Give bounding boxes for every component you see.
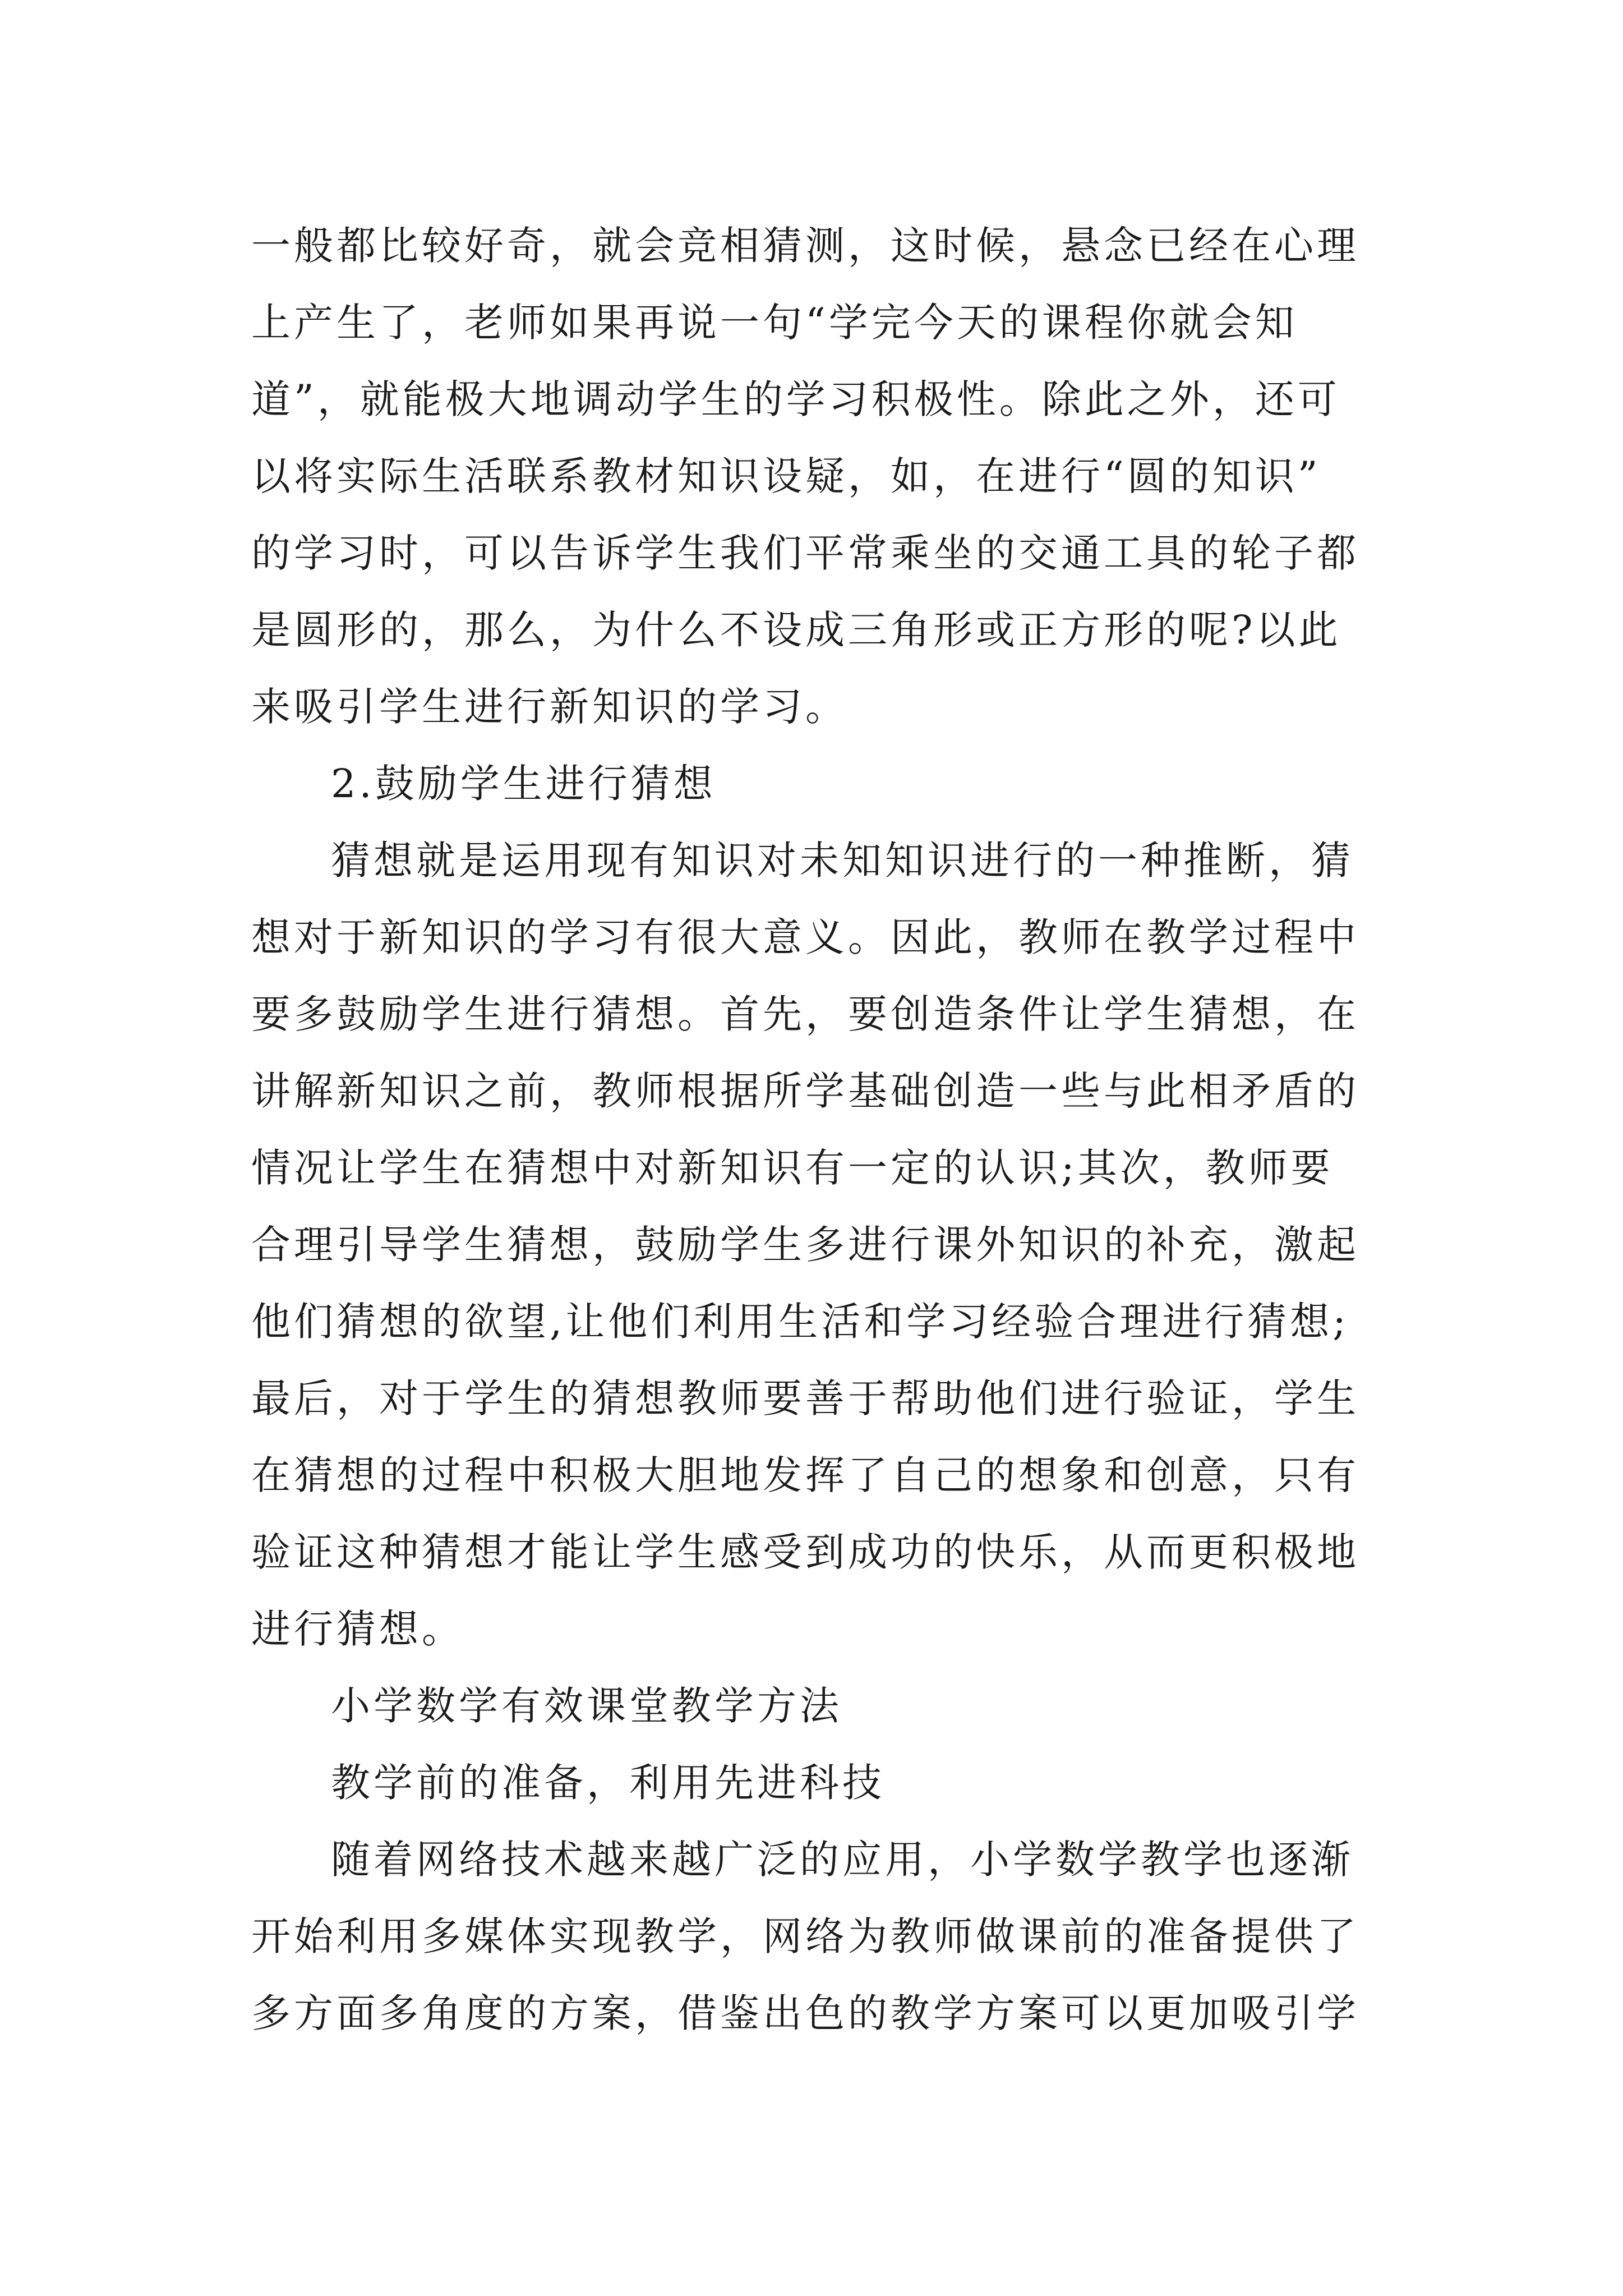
text-line: 开始利用多媒体实现教学，网络为教师做课前的准备提供了 (251, 1913, 1359, 1959)
text-line: 想对于新知识的学习有很大意义。因此，教师在教学过程中 (251, 914, 1359, 960)
text-line: 讲解新知识之前，教师根据所学基础创造一些与此相矛盾的 (251, 1068, 1359, 1114)
text-line: 以将实际生活联系教材知识设疑，如，在进行“圆的知识” (251, 453, 1321, 499)
text-line: 多方面多角度的方案，借鉴出色的教学方案可以更加吸引学 (251, 1990, 1359, 2036)
section-heading: 小学数学有效课堂教学方法 (331, 1683, 842, 1729)
text-line: 是圆形的，那么，为什么不设成三角形或正方形的呢?以此 (251, 607, 1341, 653)
body-text (251, 208, 1395, 2052)
text-line: 验证这种猜想才能让学生感受到成功的快乐，从而更积极地 (251, 1529, 1359, 1575)
subsection-heading: 教学前的准备，利用先进科技 (331, 1760, 885, 1806)
section-heading: 2.鼓励学生进行猜想 (331, 761, 716, 807)
text-line: 在猜想的过程中积极大胆地发挥了自己的想象和创意，只有 (251, 1452, 1359, 1498)
text-line: 他们猜想的欲望,让他们利用生活和学习经验合理进行猜想; (251, 1299, 1349, 1345)
text-line: 情况让学生在猜想中对新知识有一定的认识;其次，教师要 (251, 1145, 1334, 1191)
text-line: 最后，对于学生的猜想教师要善于帮助他们进行验证，学生 (251, 1375, 1359, 1421)
text-line: 一般都比较好奇，就会竞相猜测，这时候，悬念已经在心理 (251, 223, 1359, 269)
text-line: 合理引导学生猜想，鼓励学生多进行课外知识的补充，激起 (251, 1222, 1359, 1268)
text-line: 进行猜想。 (251, 1606, 464, 1652)
text-line: 来吸引学生进行新知识的学习。 (251, 684, 848, 730)
text-line: 上产生了，老师如果再说一句“学完今天的课程你就会知 (251, 300, 1298, 346)
text-line: 要多鼓励学生进行猜想。首先，要创造条件让学生猜想，在 (251, 991, 1359, 1037)
text-line: 道”，就能极大地调动学生的学习积极性。除此之外，还可 (251, 376, 1340, 422)
text-line: 猜想就是运用现有知识对未知知识进行的一种推断，猜 (331, 838, 1354, 884)
text-line: 的学习时，可以告诉学生我们平常乘坐的交通工具的轮子都 (251, 530, 1359, 576)
text-line: 随着网络技术越来越广泛的应用，小学数学教学也逐渐 (331, 1837, 1354, 1883)
